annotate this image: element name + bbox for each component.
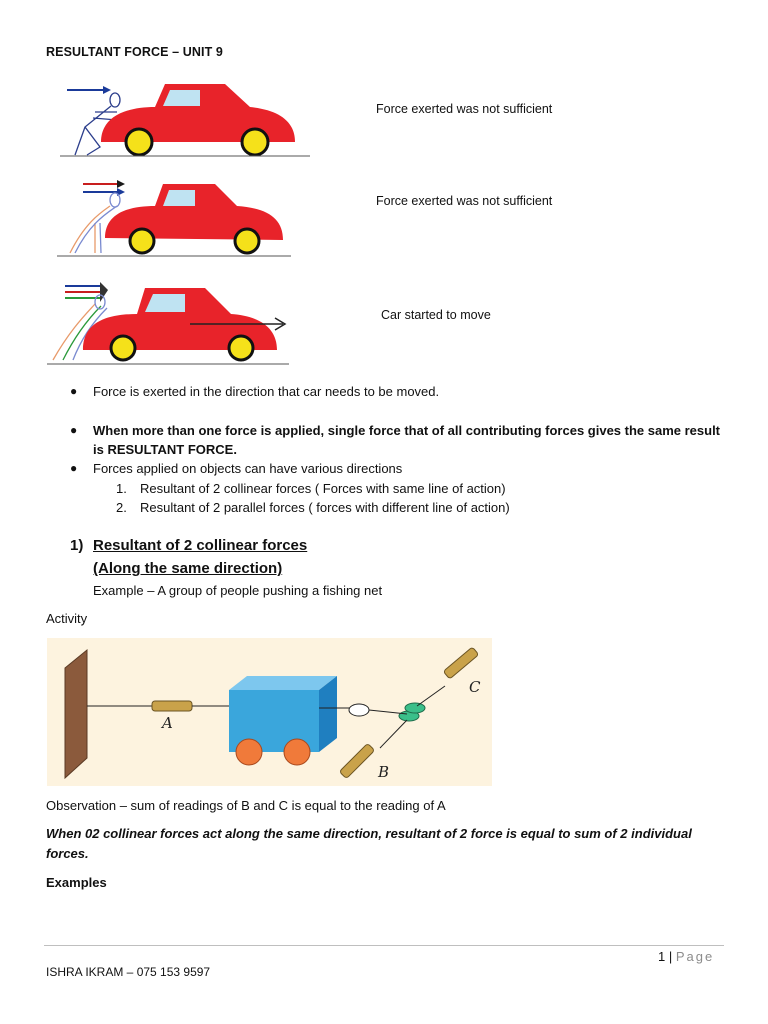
bullet-dot-icon: ● xyxy=(70,423,78,437)
car-push-illustration-3 xyxy=(45,280,295,366)
observation-text: Observation – sum of readings of B and C is equal to the reading of A xyxy=(46,798,446,813)
sublist-item: Resultant of 2 parallel forces ( forces with different line of action) xyxy=(140,500,510,515)
section-number: 1) xyxy=(70,537,84,554)
page-number: 1 | Page xyxy=(658,949,715,964)
activity-label: Activity xyxy=(46,611,88,626)
section-example: Example – A group of people pushing a fishing net xyxy=(93,583,383,598)
caption-3: Car started to move xyxy=(381,308,491,322)
label-a: A xyxy=(162,714,173,732)
label-c: C xyxy=(469,678,481,696)
car-push-illustration-2 xyxy=(55,178,295,260)
sublist-number: 2. xyxy=(116,500,127,515)
section-heading-line1: Resultant of 2 collinear forces xyxy=(93,537,308,554)
bullet-dot-icon: ● xyxy=(70,384,78,398)
spring-balance-diagram xyxy=(47,638,492,786)
examples-label: Examples xyxy=(46,875,107,890)
spring-balance-a xyxy=(152,701,192,711)
section-heading-line2: (Along the same direction) xyxy=(93,560,283,577)
label-b: B xyxy=(378,763,390,781)
footer-divider xyxy=(44,945,724,946)
caption-2: Force exerted was not sufficient xyxy=(376,194,553,208)
wall xyxy=(65,650,87,778)
footer-author: ISHRA IKRAM – 075 153 9597 xyxy=(46,965,211,979)
sublist-item: Resultant of 2 collinear forces ( Forces with same line of action) xyxy=(140,481,506,496)
car-push-illustration-1 xyxy=(55,82,315,164)
bullet-dot-icon: ● xyxy=(70,461,78,475)
conclusion-text: When 02 collinear forces act along the same direction, resultant of 2 force is equal to sum of 2 individual forces. xyxy=(46,826,692,861)
caption-1: Force exerted was not sufficient xyxy=(376,102,553,116)
document-title: RESULTANT FORCE – UNIT 9 xyxy=(46,45,223,59)
sublist-number: 1. xyxy=(116,481,127,496)
